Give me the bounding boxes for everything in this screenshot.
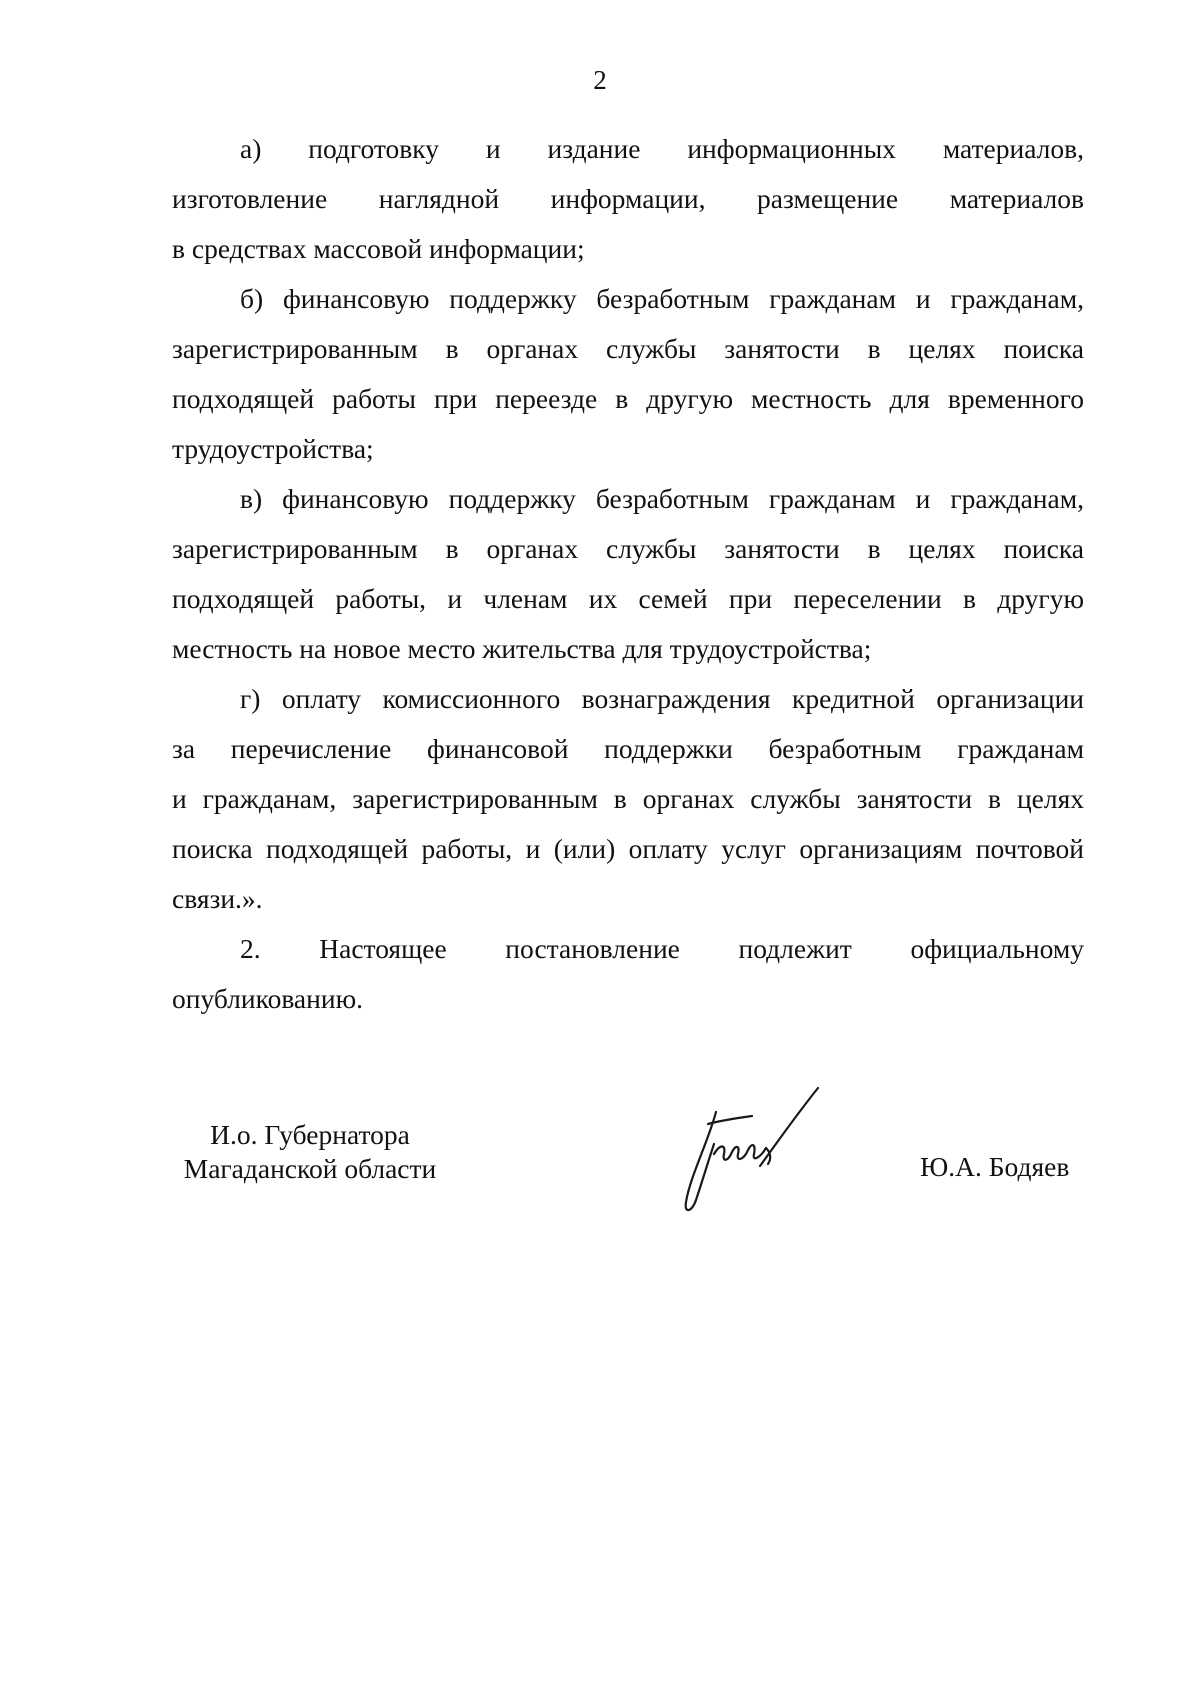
paragraph-line: опубликованию.	[172, 983, 363, 1014]
paragraph-line: в) финансовую поддержку безработным гражданам и гражданам,	[240, 483, 1084, 514]
handwritten-signature-icon	[668, 1082, 838, 1222]
paragraph-2-publication	[172, 924, 1084, 1024]
paragraph-line: г) оплату комиссионного вознаграждения кредитной организации	[240, 683, 1084, 714]
paragraph-line: подходящей работы, и членам их семей при переселении в другую	[172, 583, 1084, 614]
paragraph-line: за перечисление финансовой поддержки безработным гражданам	[172, 733, 1084, 764]
paragraph-b	[172, 274, 1084, 474]
signatory-title-line2: Магаданской области	[183, 1153, 437, 1184]
paragraph-line: связи.».	[172, 883, 263, 914]
paragraph-line: зарегистрированным в органах службы занятости в целях поиска	[172, 533, 1084, 564]
signature-block	[0, 1118, 1200, 1258]
document-body	[172, 124, 1084, 1024]
paragraph-line: местность на новое место жительства для трудоустройства;	[172, 633, 872, 664]
page-number: 2	[593, 65, 607, 95]
signatory-title	[175, 1118, 445, 1186]
paragraph-v	[172, 474, 1084, 674]
paragraph-line: изготовление наглядной информации, размещение материалов	[172, 183, 1084, 214]
paragraph-line: трудоустройства;	[172, 433, 374, 464]
paragraph-line: зарегистрированным в органах службы занятости в целях поиска	[172, 333, 1084, 364]
paragraph-line: подходящей работы при переезде в другую местность для временного	[172, 383, 1084, 414]
paragraph-line: в средствах массовой информации;	[172, 233, 585, 264]
paragraph-line: б) финансовую поддержку безработным гражданам и гражданам,	[240, 283, 1084, 314]
paragraph-line: и гражданам, зарегистрированным в органах службы занятости в целях	[172, 783, 1084, 814]
paragraph-line: а) подготовку и издание информационных материалов,	[240, 133, 1084, 164]
signatory-name: Ю.А. Бодяев	[920, 1151, 1070, 1182]
paragraph-g	[172, 674, 1084, 924]
signatory-title-line1: И.о. Губернатора	[210, 1119, 410, 1150]
paragraph-line: поиска подходящей работы, и (или) оплату услуг организациям почтовой	[172, 833, 1084, 864]
paragraph-a	[172, 124, 1084, 274]
paragraph-line: 2. Настоящее постановление подлежит официальному	[240, 933, 1084, 964]
